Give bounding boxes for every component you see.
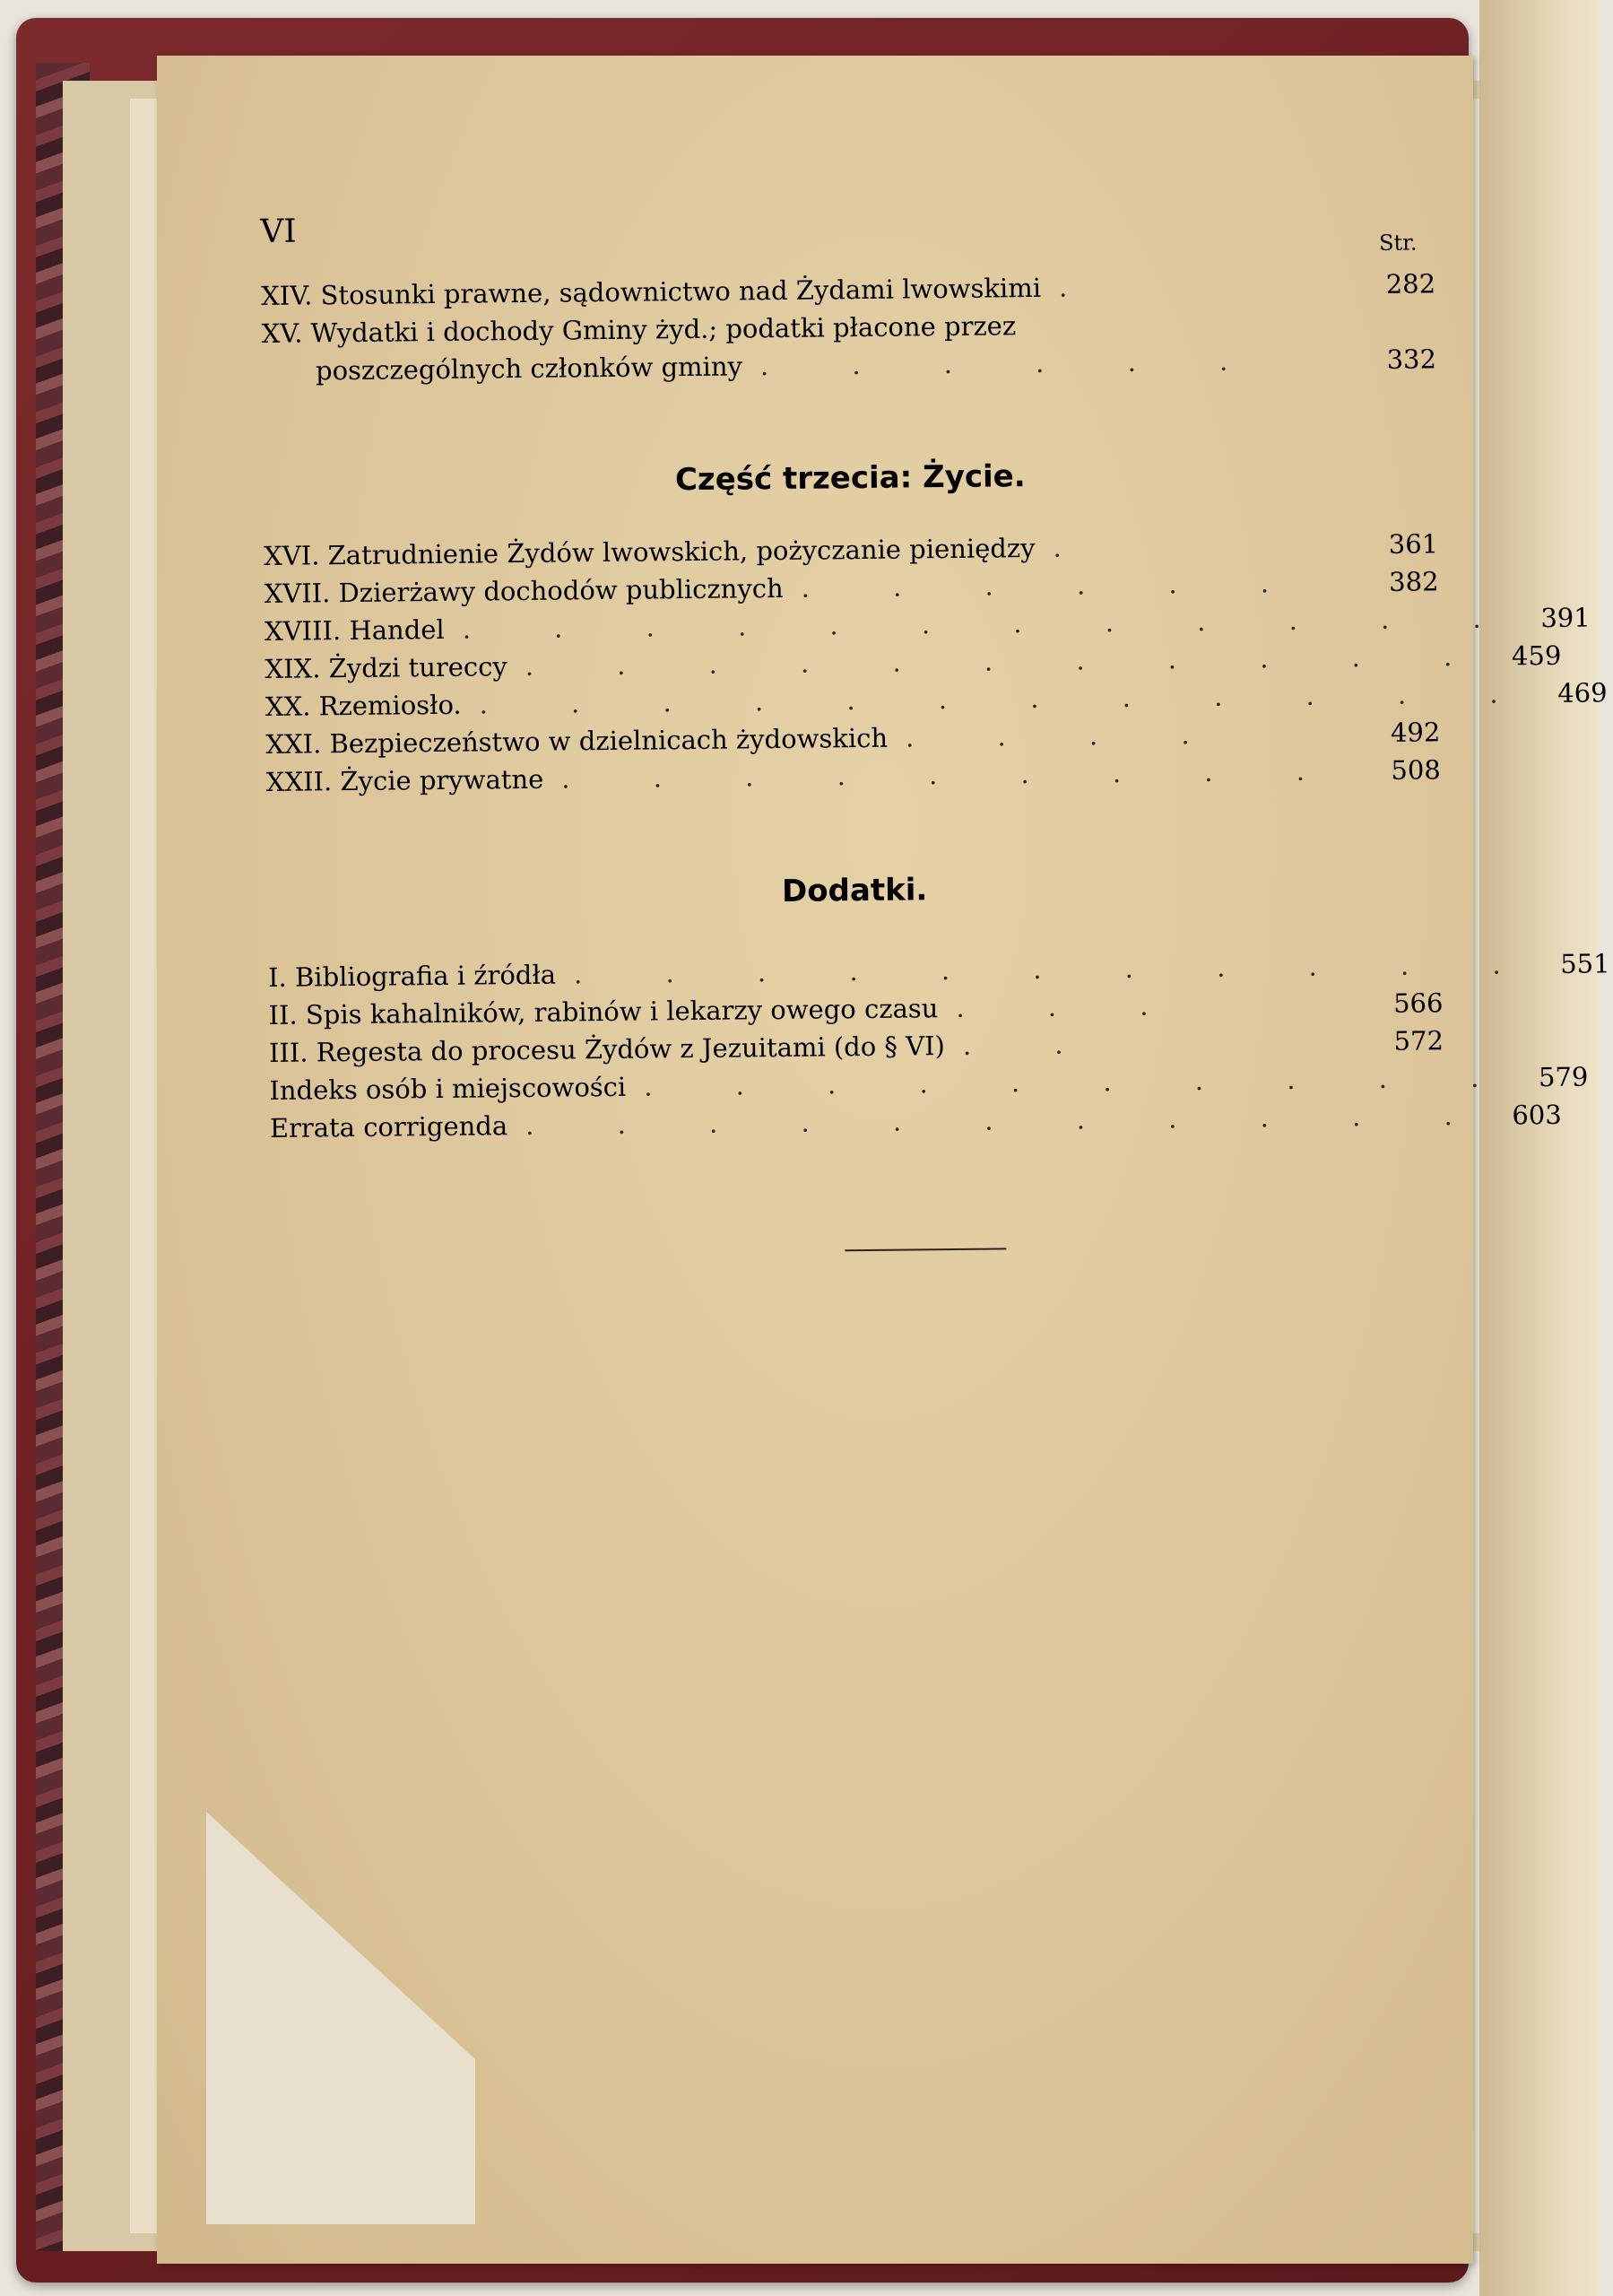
entry-title: Życie prywatne xyxy=(340,763,544,797)
entry-title: Wydatki i dochody Gminy żyd.; podatki płacone przez xyxy=(310,310,1017,349)
entry-page: 508 xyxy=(1391,754,1441,786)
leader-dots: . . . . . . . . . . . xyxy=(525,640,1490,682)
entry-title: Indeks osób i miejscowości xyxy=(269,1071,627,1106)
leader-dots: . . . . . . . . . . xyxy=(644,1062,1517,1102)
entry-title: Rzemiosło. xyxy=(318,689,462,722)
leader-dots: . . . . . . . . . xyxy=(561,755,1343,795)
page-column-label: Str. xyxy=(1378,230,1418,256)
leader-dots: . . . . . . . . . . . . xyxy=(462,603,1519,645)
section-heading: Część trzecia: Życie. xyxy=(674,458,1026,499)
entry-numeral: XV. xyxy=(261,317,303,349)
entry-numeral: XVII. xyxy=(264,578,331,609)
leader-dots: . . . . . . . . . . . xyxy=(573,949,1539,990)
entry-page: 382 xyxy=(1389,566,1439,597)
leader-dots: . . . . xyxy=(905,718,1227,753)
leader-dots: . . . . . . . . . . . xyxy=(525,1100,1490,1141)
entry-page: 459 xyxy=(1511,639,1562,672)
entry-page: 282 xyxy=(1385,268,1436,300)
entry-page: 332 xyxy=(1386,344,1437,375)
entry-numeral: XIV. xyxy=(260,280,313,311)
entry-title: Dzierżawy dochodów publicznych xyxy=(338,572,784,609)
entry-page: 603 xyxy=(1512,1099,1562,1131)
entry-title: Handel xyxy=(349,613,445,646)
leader-dots: . . xyxy=(962,1029,1101,1061)
entry-numeral: III. xyxy=(268,1037,308,1068)
leader-dots: . xyxy=(1053,532,1099,563)
entry-title: Stosunki prawne, sądownictwo nad Żydami lwowskimi xyxy=(320,272,1042,311)
entry-numeral: XXII. xyxy=(265,766,333,797)
entry-page: 391 xyxy=(1540,602,1591,634)
entry-title: Żydzi tureccy xyxy=(328,651,507,684)
entry-page: 551 xyxy=(1560,948,1610,979)
entry-numeral: XX. xyxy=(264,691,311,722)
entry-page: 572 xyxy=(1393,1025,1444,1057)
entry-title: Errata corrigenda xyxy=(269,1110,508,1144)
folio-number: VI xyxy=(260,213,297,250)
leader-dots: . . . . . . xyxy=(801,567,1307,604)
leader-dots: . . . xyxy=(956,990,1186,1023)
entry-page: 579 xyxy=(1538,1061,1589,1093)
entry-continuation: poszczególnych członków gminy xyxy=(315,351,743,387)
entry-title: Zatrudnienie Żydów lwowskich, pożyczanie pieniędzy xyxy=(327,532,1036,571)
entry-page: 361 xyxy=(1388,528,1439,560)
entry-numeral: XVI. xyxy=(264,540,320,571)
facing-page-edge xyxy=(1479,0,1599,2296)
entry-numeral: XXI. xyxy=(265,728,322,760)
entry-title: Bezpieczeństwo w dzielnicach żydowskich xyxy=(329,722,889,760)
leader-dots: . xyxy=(1058,272,1106,303)
entry-title: Spis kahalników, rabinów i lekarzy owego czasu xyxy=(305,993,939,1031)
entry-page: 492 xyxy=(1390,717,1441,748)
leader-dots: . . . . . . . . . . . . xyxy=(479,678,1536,720)
entry-title: Bibliografia i źródła xyxy=(294,959,557,993)
entry-numeral: II. xyxy=(268,999,298,1031)
entry-page: 469 xyxy=(1557,677,1608,709)
entry-page: 566 xyxy=(1392,987,1444,1019)
leader-dots: . . . . . . xyxy=(759,345,1266,382)
entry-numeral: I. xyxy=(267,961,287,993)
section-heading: Dodatki. xyxy=(781,872,928,909)
entry-numeral: XIX. xyxy=(264,653,321,684)
entry-numeral: XVIII. xyxy=(264,615,342,647)
entry-title: Regesta do procesu Żydów z Jezuitami (do § VI) xyxy=(316,1031,946,1068)
